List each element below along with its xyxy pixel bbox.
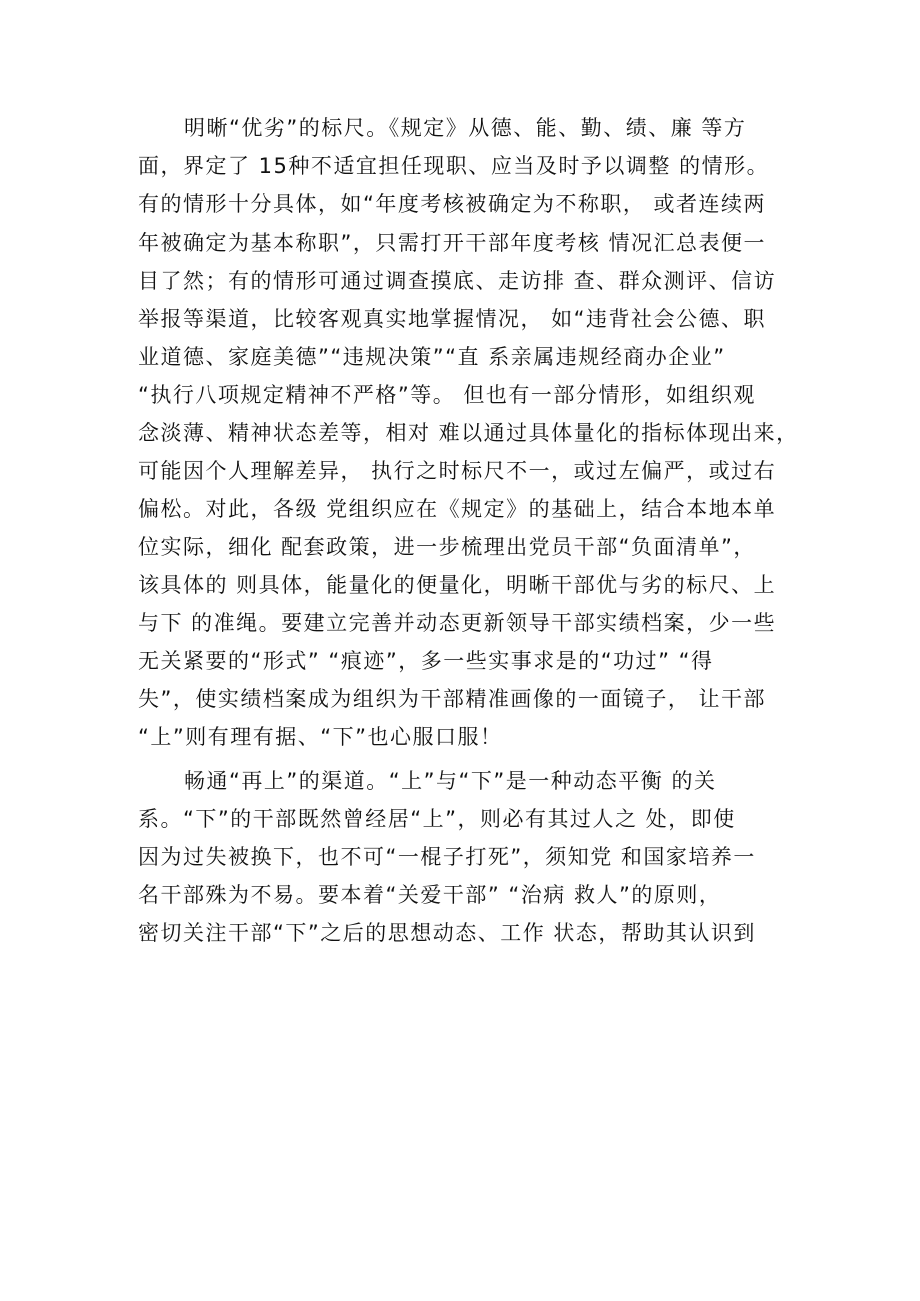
- text-line: 有的情形十分具体，如“年度考核被确定为不称职， 或者连续两: [138, 192, 767, 216]
- text-line: “执行八项规定精神不严格”等。 但也有一部分情形，如组织观: [138, 383, 756, 407]
- text-line: 念淡薄、精神状态差等，相对 难以通过具体量化的指标体现出来，: [138, 421, 799, 445]
- text-line: 面，界定了 15种不适宜担任现职、应当及时予以调整 的情形。: [138, 154, 770, 178]
- text-line: 失”，使实绩档案成为组织为干部精准画像的一面镜子， 让干部: [138, 687, 767, 711]
- text-line: “上”则有理有据、“下”也心服口服！: [138, 725, 503, 749]
- text-line: 偏松。对此，各级 党组织应在《规定》的基础上，结合本地本单: [138, 497, 777, 521]
- text-line: 系。“下”的干部既然曾经居“上”，则必有其过人之 处，即使: [138, 807, 736, 831]
- text-line: 举报等渠道，比较客观真实地掌握情况， 如“违背社会公德、职: [138, 307, 767, 331]
- text-line: 该具体的 则具体，能量化的便量化，明晰干部优与劣的标尺、上: [138, 573, 777, 597]
- text-line: 畅通“再上”的渠道。“上”与“下”是一种动态平衡 的关: [184, 769, 717, 793]
- text-line: 业道德、家庭美德”“违规决策”“直 系亲属违规经商办企业”: [138, 345, 726, 369]
- text-line: 年被确定为基本称职”，只需打开干部年度考核 情况汇总表便一: [138, 231, 767, 255]
- text-line: 明晰“优劣”的标尺。《规定》从德、能、勤、绩、廉 等方: [184, 116, 747, 140]
- text-line: 因为过失被换下，也不可“一棍子打死”，须知党 和国家培养一: [138, 845, 756, 869]
- text-line: 与下 的准绳。要建立完善并动态更新领导干部实绩档案，少一些: [138, 611, 777, 635]
- text-line: 目了然；有的情形可通过调查摸底、走访排 查、群众测评、信访: [138, 269, 777, 293]
- text-line: 可能因个人理解差异， 执行之时标尺不一，或过左偏严，或过右: [138, 459, 777, 483]
- text-line: 位实际，细化 配套政策，进一步梳理出党员干部“负面清单”，: [138, 535, 756, 559]
- text-line: 密切关注干部“下”之后的思想动态、工作 状态，帮助其认识到: [138, 921, 756, 945]
- text-line: 无关紧要的“形式” “痕迹”，多一些实事求是的“功过” “得: [138, 649, 714, 673]
- text-line: 名干部殊为不易。要本着“关爱干部” “治病 救人”的原则，: [138, 883, 722, 907]
